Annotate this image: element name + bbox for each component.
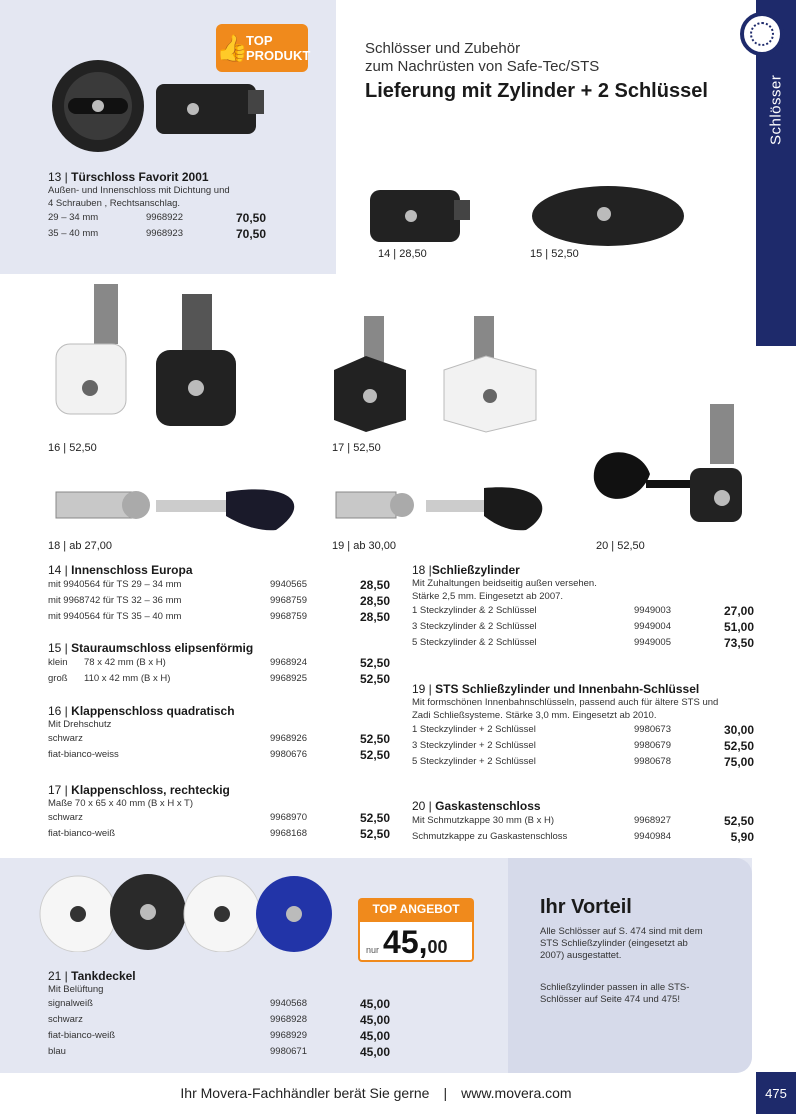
row-article: 9968929 (270, 1030, 307, 1041)
row-desc: 3 Steckzylinder + 2 Schlüssel (412, 740, 536, 751)
row-article: 9968923 (146, 228, 183, 239)
row-article: 9949005 (634, 637, 671, 648)
row-article: 9968926 (270, 733, 307, 744)
row-price: 52,50 (723, 739, 754, 753)
row-price: 52,50 (359, 811, 390, 825)
row-price: 45,00 (359, 1045, 390, 1059)
product-image-19 (326, 482, 556, 542)
item-18-desc-1: Mit Zuhaltungen beidseitig außen versehen. (412, 578, 597, 589)
table-row (48, 593, 390, 609)
row-price: 75,00 (723, 755, 754, 769)
row-price: 28,50 (359, 578, 390, 592)
item-17-desc: Maße 70 x 65 x 40 mm (B x H x T) (48, 798, 194, 809)
item-16-title: Klappenschloss quadratisch (71, 704, 235, 718)
table-row (48, 731, 390, 747)
item-18-desc-2: Stärke 2,5 mm. Eingesetzt ab 2007. (412, 591, 564, 602)
table-row (412, 635, 754, 651)
table-row (412, 829, 754, 845)
item-17-number: 17 | (48, 783, 68, 797)
angebot-nur: nur (366, 945, 380, 955)
row-price: 45,00 (359, 997, 390, 1011)
side-tab-label: Schlösser (767, 74, 785, 146)
row-desc: fiat-bianco-weiß (48, 1030, 116, 1041)
footer-separator: | (443, 1085, 448, 1101)
item-18-title: Schließzylinder (431, 563, 520, 577)
row-price: 28,50 (359, 594, 390, 608)
top-angebot-badge (358, 898, 474, 962)
item-16 (48, 704, 390, 763)
item-19-desc-1: Mit formschönen Innenbahnschlüsseln, passend auch für ältere STS und (412, 697, 719, 708)
row-article: 9980676 (270, 749, 307, 760)
table-row (48, 996, 390, 1012)
product-image-13 (48, 56, 288, 166)
row-desc: mit 9940564 für TS 29 – 34 mm (48, 579, 182, 590)
product-image-15 (528, 180, 698, 250)
row-price: 52,50 (359, 827, 390, 841)
item-20-title: Gaskastenschloss (435, 799, 541, 813)
badge-line-1: TOP (246, 33, 273, 48)
row-article: 9980678 (634, 756, 671, 767)
item-19-desc-2: Zadi Schließsysteme. Stärke 3,0 mm. Eingesetzt ab 2010. (412, 710, 657, 721)
table-row (48, 1028, 390, 1044)
row-price: 52,50 (359, 748, 390, 762)
row-article: 9980679 (634, 740, 671, 751)
row-article: 9968168 (270, 828, 307, 839)
item-17 (48, 783, 390, 842)
table-row (48, 226, 338, 242)
item-13-desc-2: 4 Schrauben , Rechtsanschlag. (48, 198, 181, 209)
row-desc: fiat-bianco-weiß (48, 828, 116, 839)
header-line-3: Lieferung mit Zylinder + 2 Schlüssel (365, 80, 708, 102)
row-price: 73,50 (723, 636, 754, 650)
row-desc: mit 9940564 für TS 35 – 40 mm (48, 611, 182, 622)
vorteil-paragraph-1: Alle Schlösser auf S. 474 sind mit dem STS Schließzylinder (eingesetzt ab 2007) ausgestattet. (540, 926, 703, 961)
table-row (412, 738, 754, 754)
table-row (412, 722, 754, 738)
table-row (48, 826, 390, 842)
row-price: 28,50 (359, 610, 390, 624)
item-21-desc: Mit Belüftung (48, 984, 104, 995)
row-article: 9968924 (270, 657, 307, 668)
item-14-number: 14 | (48, 563, 68, 577)
row-price: 30,00 (723, 723, 754, 737)
row-article: 9940984 (634, 831, 671, 842)
item-18 (412, 563, 754, 651)
table-row (48, 210, 338, 226)
header-line-2: zum Nachrüsten von Safe-Tec/STS (365, 58, 600, 75)
table-row (48, 577, 390, 593)
table-row (48, 671, 390, 687)
table-row (412, 754, 754, 770)
item-16-number: 16 | (48, 704, 68, 718)
item-14-title: Innenschloss Europa (71, 563, 193, 577)
page-number: 475 (756, 1072, 796, 1114)
vorteil-paragraph-2: Schließzylinder passen in alle STS-Schlösser auf Seite 474 und 475! (540, 982, 690, 1005)
caption-16: 16 | 52,50 (48, 442, 97, 454)
row-desc: 5 Steckzylinder & 2 Schlüssel (412, 637, 537, 648)
product-image-14 (366, 186, 476, 246)
product-image-17 (326, 316, 546, 440)
caption-19: 19 | ab 30,00 (332, 540, 397, 552)
row-desc: 35 – 40 mm (48, 228, 99, 239)
thumbs-up-icon: 👍 (216, 33, 249, 63)
item-18-number: 18 | (412, 563, 432, 577)
row-desc: schwarz (48, 1014, 83, 1025)
row-desc: 1 Steckzylinder + 2 Schlüssel (412, 724, 536, 735)
row-article: 9980673 (634, 724, 671, 735)
row-article: 9968925 (270, 673, 307, 684)
row-desc: groß (48, 673, 68, 684)
product-image-20 (590, 404, 760, 534)
row-price: 52,50 (359, 672, 390, 686)
item-17-title: Klappenschloss, rechteckig (71, 783, 230, 797)
item-15 (48, 641, 390, 687)
table-row (48, 747, 390, 763)
item-19-title: STS Schließzylinder und Innenbahn-Schlüssel (435, 682, 700, 696)
row-desc: 5 Steckzylinder + 2 Schlüssel (412, 756, 536, 767)
page-footer (0, 1078, 752, 1108)
row-desc: klein (48, 657, 68, 668)
badge-dots-icon (750, 22, 774, 46)
item-15-title: Stauraumschloss elipsenförmig (71, 641, 254, 655)
angebot-price: 45, (383, 924, 428, 960)
row-desc: Mit Schmutzkappe 30 mm (B x H) (412, 815, 555, 826)
product-image-21 (38, 872, 350, 952)
table-row (412, 603, 754, 619)
row-desc: signalweiß (48, 998, 93, 1009)
row-desc: blau (48, 1046, 66, 1057)
table-row (412, 619, 754, 635)
row-article: 9968927 (634, 815, 671, 826)
product-image-18 (46, 482, 306, 542)
row-article: 9940568 (270, 998, 307, 1009)
item-19-number: 19 | (412, 682, 432, 696)
row-desc: 29 – 34 mm (48, 212, 99, 223)
row-article: 9968970 (270, 812, 307, 823)
header-line-1: Schlösser und Zubehör (365, 40, 521, 57)
row-price: 70,50 (235, 211, 266, 225)
row-dimensions: 110 x 42 mm (B x H) (84, 673, 171, 684)
vorteil-text (540, 926, 740, 1006)
footer-url[interactable]: www.movera.com (461, 1085, 572, 1101)
row-article: 9949004 (634, 621, 671, 632)
row-desc: mit 9968742 für TS 32 – 36 mm (48, 595, 182, 606)
row-article: 9968759 (270, 611, 307, 622)
row-price: 5,90 (730, 830, 754, 844)
table-row (48, 1044, 390, 1060)
caption-14: 14 | 28,50 (378, 248, 427, 260)
item-21-number: 21 | (48, 969, 68, 983)
item-19 (412, 682, 754, 770)
row-price: 45,00 (359, 1029, 390, 1043)
table-row (48, 810, 390, 826)
item-14 (48, 563, 390, 625)
row-price: 27,00 (723, 604, 754, 618)
item-13 (48, 170, 338, 242)
row-desc: 1 Steckzylinder & 2 Schlüssel (412, 605, 537, 616)
item-16-desc: Mit Drehschutz (48, 719, 112, 730)
footer-text: Ihr Movera-Fachhändler berät Sie gerne (180, 1085, 430, 1101)
item-13-title: Türschloss Favorit 2001 (71, 170, 209, 184)
row-article: 9940565 (270, 579, 307, 590)
row-price: 51,00 (723, 620, 754, 634)
page-header (365, 40, 745, 104)
caption-18: 18 | ab 27,00 (48, 540, 113, 552)
table-row (48, 609, 390, 625)
angebot-cents: 00 (427, 937, 448, 957)
caption-20: 20 | 52,50 (596, 540, 645, 552)
row-article: 9949003 (634, 605, 671, 616)
item-20-number: 20 | (412, 799, 432, 813)
row-price: 70,50 (235, 227, 266, 241)
item-13-desc-1: Außen- und Innenschloss mit Dichtung und (48, 185, 230, 196)
row-price: 52,50 (359, 732, 390, 746)
row-price: 52,50 (359, 656, 390, 670)
row-price: 45,00 (359, 1013, 390, 1027)
row-article: 9980671 (270, 1046, 307, 1057)
row-article: 9968922 (146, 212, 183, 223)
item-21 (48, 969, 390, 1060)
row-article: 9968759 (270, 595, 307, 606)
row-desc: 3 Steckzylinder & 2 Schlüssel (412, 621, 537, 632)
vorteil-title: Ihr Vorteil (540, 896, 632, 918)
row-desc: schwarz (48, 733, 83, 744)
row-desc: schwarz (48, 812, 83, 823)
row-dimensions: 78 x 42 mm (B x H) (84, 657, 166, 668)
row-article: 9968928 (270, 1014, 307, 1025)
item-15-number: 15 | (48, 641, 68, 655)
item-21-title: Tankdeckel (71, 969, 136, 983)
table-row (48, 1012, 390, 1028)
badge-line-2: PRODUKT (246, 48, 311, 63)
caption-15: 15 | 52,50 (530, 248, 579, 260)
item-13-number: 13 | (48, 170, 68, 184)
table-row (48, 655, 390, 671)
caption-17: 17 | 52,50 (332, 442, 381, 454)
row-price: 52,50 (723, 814, 754, 828)
row-desc: fiat-bianco-weiss (48, 749, 119, 760)
table-row (412, 813, 754, 829)
angebot-label: TOP ANGEBOT (358, 898, 474, 920)
product-image-16 (46, 284, 246, 440)
item-20 (412, 799, 754, 845)
row-desc: Schmutzkappe zu Gaskastenschloss (412, 831, 568, 842)
